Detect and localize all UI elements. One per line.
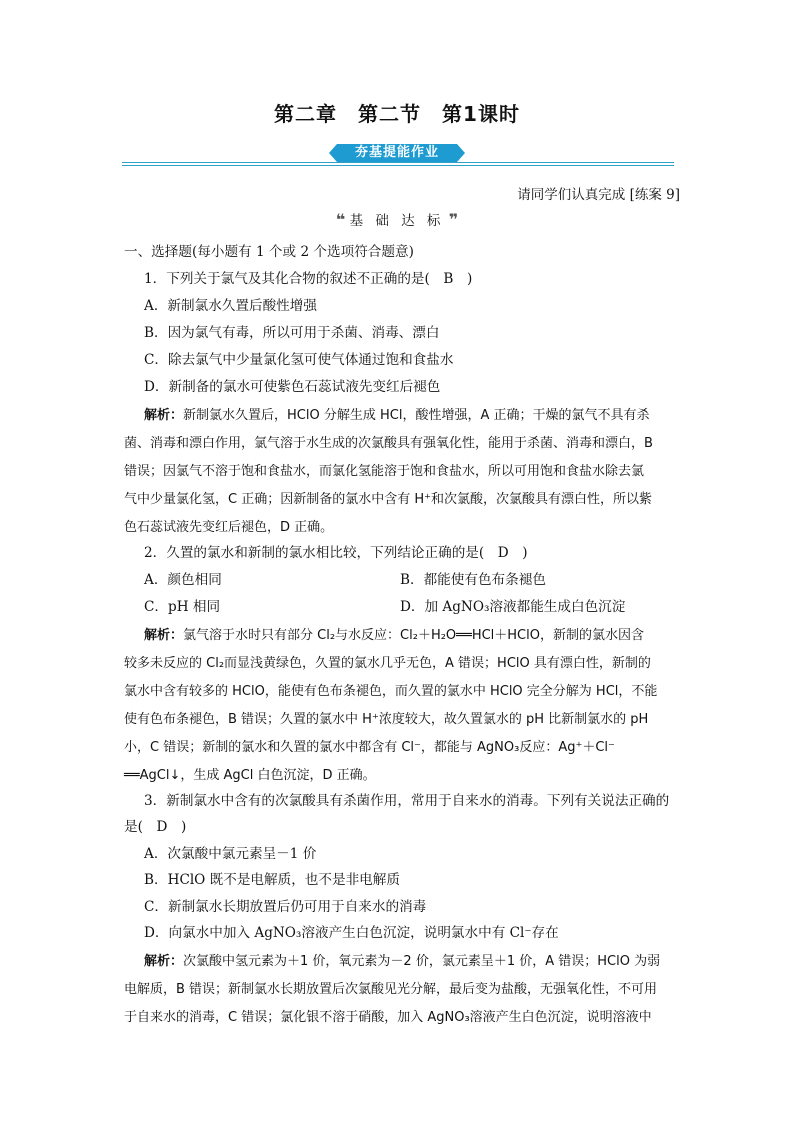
analysis-label: 解析： (144, 408, 184, 423)
option-d: D．向氯水中加入 AgNO₃溶液产生白色沉淀，说明氯水中有 Cl⁻存在 (144, 925, 559, 941)
analysis-line (144, 624, 644, 643)
analysis-line: 于自来水的消毒，C 错误；氯化银不溶于硝酸，加入 AgNO₃溶液产生白色沉淀，说明溶液中 (124, 1010, 652, 1025)
option-a: A．次氯酸中氯元素呈－1 价 (144, 846, 317, 862)
close-quote-icon: ❞ (448, 210, 459, 229)
question-stem: 1．下列关于氯气及其化合物的叙述不正确的是( B ) (144, 271, 473, 287)
analysis-line: 错误；因氯气不溶于饱和食盐水，而氯化氢能溶于饱和食盐水，所以可用饱和食盐水除去氯 (124, 464, 645, 479)
divider (122, 162, 674, 163)
option-b: B．因为氯气有毒，所以可用于杀菌、消毒、漂白 (144, 325, 440, 341)
analysis-label: 解析： (144, 954, 184, 969)
option-b: B．都能使有色布条褪色 (400, 572, 546, 588)
section-heading (0, 209, 794, 229)
analysis-line (144, 950, 660, 969)
analysis-line: 菌、消毒和漂白作用，氯气溶于水生成的次氯酸具有强氧化性，能用于杀菌、消毒和漂白，B (124, 436, 653, 451)
analysis-line: 氯水中含有较多的 HClO，能使有色布条褪色，而久置的氯水中 HClO 完全分解为 HCl，不能 (124, 684, 658, 699)
analysis-line (144, 404, 649, 423)
option-c: C．pH 相同 (144, 599, 221, 615)
section-title: 一、选择题(每小题有 1 个或 2 个选项符合题意) (124, 244, 414, 260)
analysis-line: 色石蕊试液先变红后褪色，D 正确。 (124, 520, 334, 535)
option-c: C．除去氯气中少量氯化氢可使气体通过饱和食盐水 (144, 352, 454, 368)
section-heading-label: 基 础 达 标 (349, 213, 445, 229)
divider (122, 165, 674, 166)
option-a: A．颜色相同 (144, 572, 222, 588)
analysis-text: 新制氯水久置后，HClO 分解生成 HCl，酸性增强，A 正确；干燥的氯气不具有杀 (183, 408, 650, 423)
analysis-text: 氯气溶于水时只有部分 Cl₂与水反应：Cl₂＋H₂O══HCl＋HClO，新制的氯水因含 (183, 628, 644, 643)
analysis-label: 解析： (144, 628, 184, 643)
page-title: 第二章 第二节 第1课时 (274, 102, 520, 126)
option-d: D．加 AgNO₃溶液都能生成白色沉淀 (400, 599, 626, 615)
assignment-note: 请同学们认真完成 [练案 9] (517, 187, 680, 203)
banner-label: 夯基提能作业 (337, 144, 457, 162)
analysis-line: 电解质，B 错误；新制氯水长期放置后次氯酸见光分解，最后变为盐酸，无强氧化性，不可用 (124, 982, 658, 997)
open-quote-icon: ❝ (335, 210, 346, 229)
analysis-line: ══AgCl↓，生成 AgCl 白色沉淀，D 正确。 (124, 768, 376, 783)
analysis-line: 小，C 错误；新制的氯水和久置的氯水中都含有 Cl⁻，都能与 AgNO₃反应：Ag⁺＋Cl⁻ (124, 740, 615, 755)
analysis-line: 气中少量氯化氢，C 正确；因新制备的氯水中含有 H⁺和次氯酸，次氯酸具有漂白性，所以紫 (124, 492, 652, 507)
option-a: A．新制氯水久置后酸性增强 (144, 298, 317, 314)
option-c: C．新制氯水长期放置后仍可用于自来水的消毒 (144, 899, 427, 915)
question-stem-cont: 是( D ) (124, 819, 187, 835)
question-stem: 2．久置的氯水和新制的氯水相比较，下列结论正确的是( D ) (144, 545, 528, 561)
question-stem: 3．新制氯水中含有的次氯酸具有杀菌作用，常用于自来水的消毒。下列有关说法正确的 (144, 793, 670, 809)
analysis-line: 较多未反应的 Cl₂而显浅黄绿色，久置的氯水几乎无色，A 错误；HClO 具有漂白性，新制的 (124, 656, 651, 671)
analysis-line: 使有色布条褪色，B 错误；久置的氯水中 H⁺浓度较大，故久置氯水的 pH 比新制氯水的 pH (124, 712, 649, 727)
option-d: D．新制备的氯水可使紫色石蕊试液先变红后褪色 (144, 379, 441, 395)
analysis-text: 次氯酸中氢元素为＋1 价，氧元素为－2 价，氯元素呈＋1 价，A 错误；HClO 为弱 (183, 954, 661, 969)
option-b: B．HClO 既不是电解质，也不是非电解质 (144, 872, 400, 888)
